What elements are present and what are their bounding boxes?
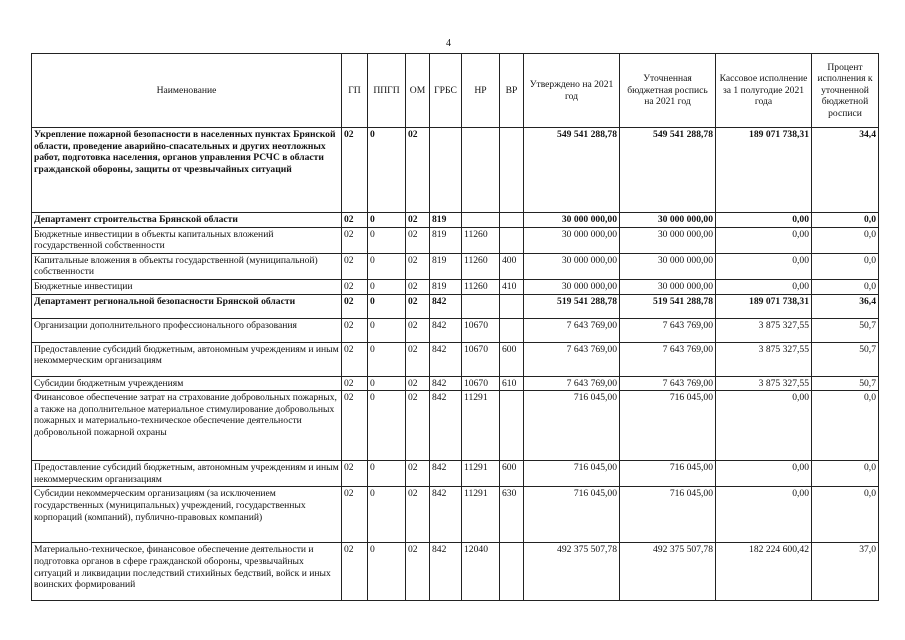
cell-percent: 0,0 <box>812 487 879 543</box>
cell-gp: 02 <box>342 391 368 461</box>
cell-vr: 600 <box>500 342 524 376</box>
cell-grbs: 842 <box>430 391 462 461</box>
cell-refined: 549 541 288,78 <box>620 128 716 213</box>
cell-gp: 02 <box>342 318 368 342</box>
cell-nr <box>462 294 500 318</box>
header-grbs: ГРБС <box>430 54 462 128</box>
cell-approved: 549 541 288,78 <box>524 128 620 213</box>
cell-approved: 716 045,00 <box>524 391 620 461</box>
cell-ppgp: 0 <box>368 294 406 318</box>
cell-name: Предоставление субсидий бюджетным, автономным учреждениям и иным некоммерческим организациям <box>32 461 342 487</box>
cell-cash: 3 875 327,55 <box>716 376 812 391</box>
cell-refined: 30 000 000,00 <box>620 213 716 228</box>
cell-nr: 11291 <box>462 391 500 461</box>
cell-percent: 0,0 <box>812 213 879 228</box>
cell-vr <box>500 543 524 601</box>
cell-cash: 3 875 327,55 <box>716 342 812 376</box>
cell-gp: 02 <box>342 294 368 318</box>
cell-approved: 716 045,00 <box>524 461 620 487</box>
cell-nr <box>462 128 500 213</box>
cell-refined: 716 045,00 <box>620 487 716 543</box>
table-header-row <box>32 54 879 128</box>
cell-ppgp: 0 <box>368 391 406 461</box>
cell-gp: 02 <box>342 543 368 601</box>
table-row <box>32 213 879 228</box>
cell-approved: 492 375 507,78 <box>524 543 620 601</box>
cell-percent: 50,7 <box>812 376 879 391</box>
cell-om: 02 <box>406 213 430 228</box>
cell-vr: 600 <box>500 461 524 487</box>
cell-cash: 3 875 327,55 <box>716 318 812 342</box>
cell-vr: 410 <box>500 279 524 294</box>
cell-vr <box>500 227 524 253</box>
cell-grbs: 842 <box>430 487 462 543</box>
cell-name: Субсидии бюджетным учреждениям <box>32 376 342 391</box>
cell-name: Бюджетные инвестиции в объекты капитальных вложений государственной собственности <box>32 227 342 253</box>
cell-percent: 0,0 <box>812 227 879 253</box>
cell-refined: 7 643 769,00 <box>620 318 716 342</box>
cell-percent: 37,0 <box>812 543 879 601</box>
cell-name: Материально-техническое, финансовое обеспечение деятельности и подготовка органов в сфере гражданской обороны, чрезвычайных ситуаций и ликвидации последствий стихийных бедствий, войск и иных воинских формирований <box>32 543 342 601</box>
cell-grbs: 842 <box>430 318 462 342</box>
cell-refined: 492 375 507,78 <box>620 543 716 601</box>
cell-name: Укрепление пожарной безопасности в населенных пунктах Брянской области, проведение аварийно-спасательных и других неотложных работ, подготовка населения, органов управления РСЧС в области гражданской обороны, защиты от чрезвычайных ситуаций <box>32 128 342 213</box>
cell-percent: 50,7 <box>812 342 879 376</box>
header-vr: ВР <box>500 54 524 128</box>
table-row <box>32 279 879 294</box>
cell-percent: 0,0 <box>812 391 879 461</box>
cell-name: Департамент строительства Брянской области <box>32 213 342 228</box>
cell-om: 02 <box>406 253 430 279</box>
cell-nr: 11291 <box>462 487 500 543</box>
cell-grbs: 819 <box>430 227 462 253</box>
table-row <box>32 253 879 279</box>
cell-name: Капитальные вложения в объекты государственной (муниципальной) собственности <box>32 253 342 279</box>
budget-table <box>31 53 879 601</box>
cell-ppgp: 0 <box>368 376 406 391</box>
header-percent: Процент исполнения к уточненной бюджетной росписи <box>812 54 879 128</box>
cell-ppgp: 0 <box>368 461 406 487</box>
table-row <box>32 294 879 318</box>
header-cash: Кассовое исполнение за 1 полугодие 2021 года <box>716 54 812 128</box>
cell-name: Предоставление субсидий бюджетным, автономным учреждениям и иным некоммерческим организациям <box>32 342 342 376</box>
cell-name: Субсидии некоммерческим организациям (за исключением государственных (муниципальных) учреждений, государственных корпораций (компаний), публично-правовых компаний) <box>32 487 342 543</box>
cell-om: 02 <box>406 227 430 253</box>
cell-gp: 02 <box>342 487 368 543</box>
cell-approved: 519 541 288,78 <box>524 294 620 318</box>
header-approved: Утверждено на 2021 год <box>524 54 620 128</box>
table-row <box>32 342 879 376</box>
cell-approved: 30 000 000,00 <box>524 279 620 294</box>
table-row <box>32 376 879 391</box>
header-name: Наименование <box>32 54 342 128</box>
cell-gp: 02 <box>342 376 368 391</box>
cell-nr: 12040 <box>462 543 500 601</box>
cell-nr: 10670 <box>462 376 500 391</box>
cell-gp: 02 <box>342 461 368 487</box>
cell-percent: 36,4 <box>812 294 879 318</box>
cell-refined: 30 000 000,00 <box>620 227 716 253</box>
cell-ppgp: 0 <box>368 253 406 279</box>
cell-approved: 30 000 000,00 <box>524 213 620 228</box>
cell-ppgp: 0 <box>368 227 406 253</box>
cell-om: 02 <box>406 376 430 391</box>
cell-refined: 7 643 769,00 <box>620 342 716 376</box>
cell-vr: 400 <box>500 253 524 279</box>
header-ppgp: ППГП <box>368 54 406 128</box>
table-row <box>32 543 879 601</box>
cell-cash: 0,00 <box>716 279 812 294</box>
cell-refined: 30 000 000,00 <box>620 253 716 279</box>
cell-refined: 30 000 000,00 <box>620 279 716 294</box>
cell-gp: 02 <box>342 227 368 253</box>
cell-vr: 610 <box>500 376 524 391</box>
cell-nr: 11260 <box>462 279 500 294</box>
header-om: ОМ <box>406 54 430 128</box>
cell-cash: 0,00 <box>716 253 812 279</box>
cell-name: Организации дополнительного профессионального образования <box>32 318 342 342</box>
cell-cash: 189 071 738,31 <box>716 128 812 213</box>
cell-om: 02 <box>406 128 430 213</box>
cell-gp: 02 <box>342 342 368 376</box>
header-gp: ГП <box>342 54 368 128</box>
cell-cash: 0,00 <box>716 391 812 461</box>
cell-cash: 0,00 <box>716 227 812 253</box>
cell-vr <box>500 318 524 342</box>
table-row <box>32 227 879 253</box>
cell-om: 02 <box>406 318 430 342</box>
cell-nr <box>462 213 500 228</box>
cell-approved: 7 643 769,00 <box>524 318 620 342</box>
page-number: 4 <box>446 38 451 49</box>
table-row <box>32 128 879 213</box>
cell-nr: 10670 <box>462 318 500 342</box>
cell-grbs: 819 <box>430 279 462 294</box>
header-nr: НР <box>462 54 500 128</box>
cell-cash: 0,00 <box>716 461 812 487</box>
cell-approved: 30 000 000,00 <box>524 227 620 253</box>
table-row <box>32 391 879 461</box>
cell-ppgp: 0 <box>368 342 406 376</box>
cell-om: 02 <box>406 279 430 294</box>
cell-cash: 182 224 600,42 <box>716 543 812 601</box>
cell-grbs: 842 <box>430 342 462 376</box>
cell-vr <box>500 294 524 318</box>
cell-om: 02 <box>406 294 430 318</box>
cell-om: 02 <box>406 543 430 601</box>
cell-ppgp: 0 <box>368 318 406 342</box>
cell-grbs: 842 <box>430 543 462 601</box>
cell-gp: 02 <box>342 253 368 279</box>
cell-refined: 519 541 288,78 <box>620 294 716 318</box>
cell-grbs: 842 <box>430 376 462 391</box>
cell-percent: 34,4 <box>812 128 879 213</box>
cell-nr: 11291 <box>462 461 500 487</box>
cell-refined: 716 045,00 <box>620 461 716 487</box>
cell-approved: 716 045,00 <box>524 487 620 543</box>
cell-ppgp: 0 <box>368 213 406 228</box>
table-row <box>32 318 879 342</box>
cell-name: Бюджетные инвестиции <box>32 279 342 294</box>
cell-om: 02 <box>406 391 430 461</box>
table-row <box>32 461 879 487</box>
cell-percent: 0,0 <box>812 253 879 279</box>
cell-percent: 0,0 <box>812 461 879 487</box>
cell-name: Финансовое обеспечение затрат на страхование добровольных пожарных, а также на дополнительное материальное стимулирование добровольных пожарных и материально-техническое обеспечение деятельности добровольной пожарной охраны <box>32 391 342 461</box>
cell-gp: 02 <box>342 213 368 228</box>
cell-grbs: 842 <box>430 461 462 487</box>
table-row <box>32 487 879 543</box>
cell-grbs: 842 <box>430 294 462 318</box>
cell-ppgp: 0 <box>368 128 406 213</box>
cell-approved: 7 643 769,00 <box>524 376 620 391</box>
cell-vr <box>500 213 524 228</box>
cell-om: 02 <box>406 487 430 543</box>
cell-gp: 02 <box>342 279 368 294</box>
cell-cash: 0,00 <box>716 487 812 543</box>
cell-vr: 630 <box>500 487 524 543</box>
cell-nr: 11260 <box>462 253 500 279</box>
cell-percent: 0,0 <box>812 279 879 294</box>
cell-ppgp: 0 <box>368 279 406 294</box>
cell-om: 02 <box>406 461 430 487</box>
cell-name: Департамент региональной безопасности Брянской области <box>32 294 342 318</box>
cell-nr: 11260 <box>462 227 500 253</box>
cell-vr <box>500 128 524 213</box>
cell-refined: 7 643 769,00 <box>620 376 716 391</box>
cell-gp: 02 <box>342 128 368 213</box>
cell-ppgp: 0 <box>368 487 406 543</box>
cell-om: 02 <box>406 342 430 376</box>
cell-percent: 50,7 <box>812 318 879 342</box>
header-refined: Уточненная бюджетная роспись на 2021 год <box>620 54 716 128</box>
cell-grbs <box>430 128 462 213</box>
cell-grbs: 819 <box>430 253 462 279</box>
cell-grbs: 819 <box>430 213 462 228</box>
cell-cash: 0,00 <box>716 213 812 228</box>
cell-nr: 10670 <box>462 342 500 376</box>
cell-approved: 30 000 000,00 <box>524 253 620 279</box>
cell-approved: 7 643 769,00 <box>524 342 620 376</box>
cell-vr <box>500 391 524 461</box>
cell-ppgp: 0 <box>368 543 406 601</box>
cell-cash: 189 071 738,31 <box>716 294 812 318</box>
cell-refined: 716 045,00 <box>620 391 716 461</box>
